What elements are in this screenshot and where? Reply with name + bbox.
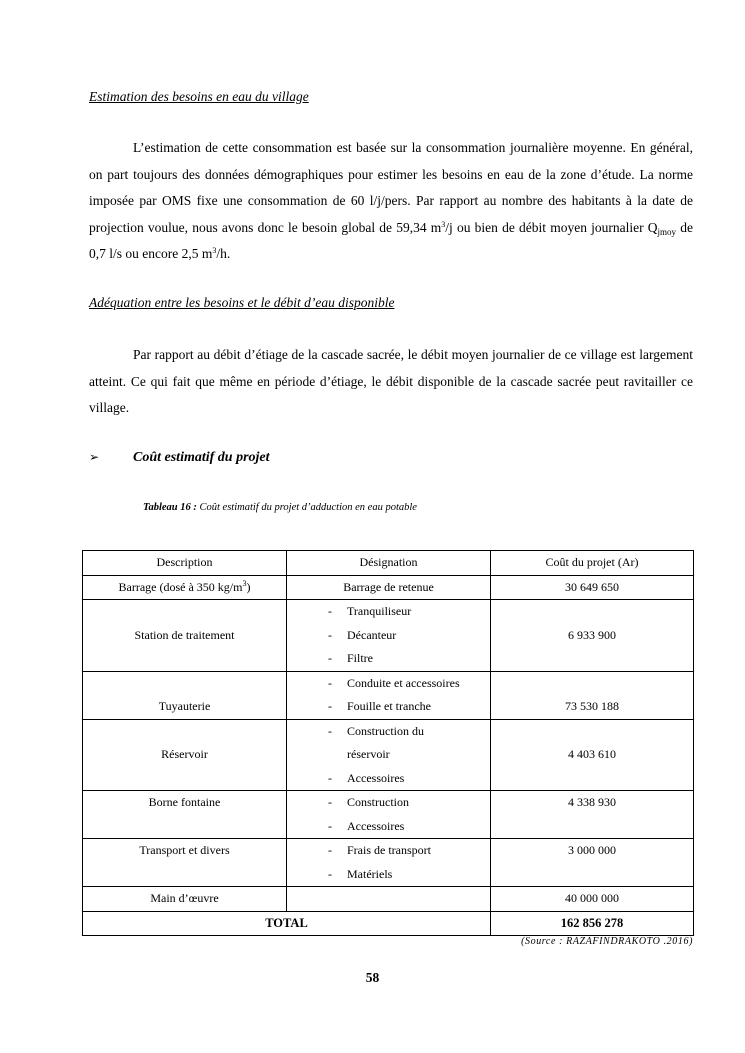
list-item: - Matériels — [328, 866, 393, 881]
list-item: - Tranquiliseur — [328, 604, 412, 618]
paragraph-water-needs — [89, 135, 693, 268]
cell-description: Barrage (dosé à 350 $kg/m^3$) — [83, 575, 287, 600]
cell-cost: 4 338 930 — [491, 791, 694, 839]
cost-table — [82, 550, 694, 936]
cell-designation — [287, 600, 491, 672]
superscript: 3 — [441, 219, 446, 229]
table-header-row — [83, 551, 694, 576]
list-item: - Construction du — [328, 723, 424, 738]
table-source: (Source : RAZAFINDRAKOTO .2016) — [521, 936, 693, 947]
paragraph-text: Par rapport au débit d’étiage de la cascade sacrée, le débit moyen journalier de ce village est largement atteint. Ce qui fait que même en période d’étiage, le débit disponible de la cascade sacrée peut ravitailler ce village. — [89, 347, 693, 415]
cell-cost: 4 403 610 — [491, 719, 694, 791]
arrow-bullet-icon: ➢ — [89, 450, 100, 464]
cell-designation — [287, 671, 491, 719]
table-row — [83, 671, 694, 719]
section-heading-water-needs: Estimation des besoins en eau du village — [89, 89, 309, 104]
bullet-heading-cost — [89, 450, 270, 466]
cell-cost: 30 649 650 — [491, 575, 694, 600]
cell-description: Borne fontaine — [83, 791, 287, 839]
cell-designation — [287, 839, 491, 887]
cell-cost: 6 933 900 — [491, 600, 694, 672]
caption-label: Tableau 16 : — [143, 502, 197, 513]
cell-cost: 3 000 000 — [491, 839, 694, 887]
header-description: Description — [83, 551, 287, 576]
cell-description: Main d’œuvre — [83, 887, 287, 912]
list-item: - Filtre — [328, 651, 373, 665]
table-row — [83, 839, 694, 887]
list-item: - Construction — [328, 795, 409, 809]
list-item: - Accessoires — [328, 770, 405, 785]
total-value: 162 856 278 — [491, 911, 694, 936]
table-caption — [143, 502, 417, 513]
table-row — [83, 791, 694, 839]
table-row — [83, 575, 694, 600]
cell-designation — [287, 791, 491, 839]
list-item: - Fouille et tranche — [328, 699, 431, 713]
list-item: - Frais de transport — [328, 843, 431, 857]
superscript: 3 — [212, 246, 217, 255]
cell-cost: 73 530 188 — [491, 671, 694, 719]
paragraph-adequation — [89, 342, 693, 422]
page-number: 58 — [365, 970, 380, 985]
total-label: TOTAL — [83, 911, 491, 936]
paragraph-text: de 0,7 l/s ou encore 2,5 m — [89, 219, 693, 261]
cell-designation: Barrage de retenue — [287, 575, 491, 600]
list-item: réservoir — [347, 747, 390, 761]
bullet-heading-text: Coût estimatif du projet — [133, 450, 270, 465]
cell-description: Réservoir — [83, 719, 287, 791]
header-designation: Désignation — [287, 551, 491, 576]
list-item: - Décanteur — [328, 627, 397, 642]
table-row — [83, 600, 694, 672]
cell-description: Transport et divers — [83, 839, 287, 887]
cell-designation — [287, 887, 491, 912]
paragraph-text: /j ou bien de débit moyen journalier Q — [445, 219, 658, 235]
list-item: - Conduite et accessoires — [328, 675, 460, 690]
cell-description: Tuyauterie — [83, 671, 287, 719]
list-item: - Accessoires — [328, 818, 405, 833]
cell-cost: 40 000 000 — [491, 887, 694, 912]
table-total-row — [83, 911, 694, 936]
header-cost: Coût du projet (Ar) — [491, 551, 694, 576]
table-row — [83, 719, 694, 791]
cell-description: Station de traitement — [83, 600, 287, 672]
caption-text: Coût estimatif du projet d’adduction en eau potable — [196, 502, 417, 513]
table-row — [83, 887, 694, 912]
subscript: jmoy — [657, 226, 677, 237]
cell-designation — [287, 719, 491, 791]
section-heading-adequation: Adéquation entre les besoins et le débit d’eau disponible — [89, 295, 395, 310]
paragraph-text: L’estimation de cette consommation est basée sur la consommation journalière moyenne. En général, on part toujours des données démographiques pour estimer les besoins en eau de la zone d’étude. La norme imposée par OMS fixe une consommation de 60 l/j/pers. Par rapport au nombre des habitants à la date de projection voulue, nous avons donc le besoin global de 59,34 m — [89, 140, 693, 235]
paragraph-text: /h. — [216, 246, 231, 261]
